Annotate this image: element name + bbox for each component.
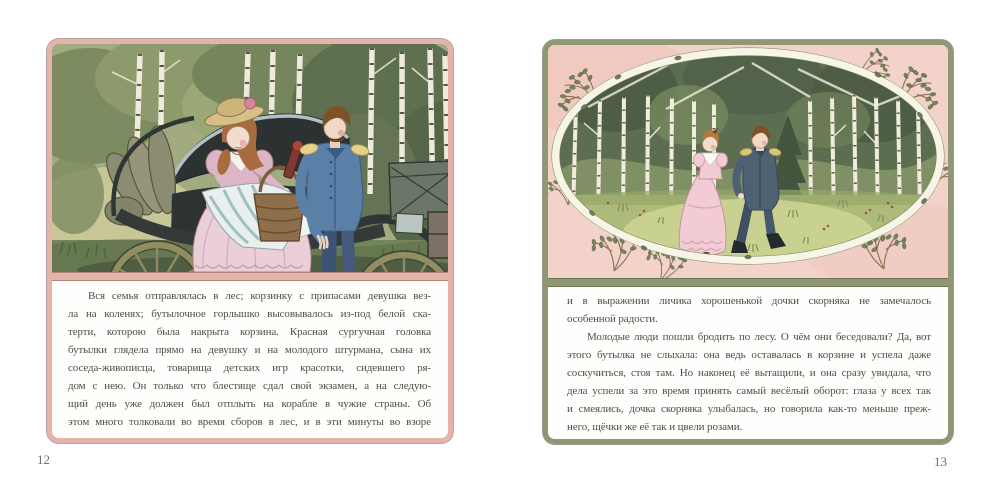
text-line: ла на коленях; бутылочное горлышко высовывалось из-под белой ска-: [68, 308, 431, 320]
right-page-text: [548, 287, 948, 439]
text-line: дела успели за это время принять самый весёлый оборот: глаза у всех так: [567, 385, 931, 397]
text-line: и в выражении личика хорошенькой дочки скорняка не замечалось: [567, 295, 931, 307]
text-line: бутылки глядела прямо на девушку и на молодого штурмана, сына их: [68, 344, 431, 356]
text-line: щий день уже должен был отплыть на корабле в чужие страны. Об: [68, 398, 431, 410]
text-line: него, щёчки же её так и цвели розами.: [567, 421, 743, 433]
text-line: терти, которою была накрыта корзина. Красная сургучная головка: [68, 326, 431, 338]
right-page: [543, 40, 953, 444]
text-line: этом много толковали во время сборов в лес, и в эти минуты во взоре: [68, 416, 431, 428]
woman-face: [227, 127, 250, 150]
text-line: этого бутылка не слыхала: она ведь оставалась в корзине и успела даже: [567, 349, 931, 361]
forest-oval-illustration: [548, 45, 948, 278]
text-line: соскучиться, стоя там. Но наконец её вытащили, и она сразу увидала, что: [567, 367, 931, 379]
carriage-illustration: [52, 44, 448, 272]
carriage-illustration-svg: [52, 44, 448, 272]
text-line: дом с нею. Он только что блестяще сдал свой экзамен, а на следую-: [68, 380, 431, 392]
text-line: особенной радости.: [567, 313, 658, 325]
left-page-text: [52, 281, 448, 438]
frame-divider: [52, 272, 448, 281]
left-page: [47, 39, 453, 443]
frame-divider: [548, 278, 948, 287]
text-line: Вся семья отправлялась в лес; корзинку с припасами девушка вез-: [88, 290, 431, 302]
text-line: и смеялись, дочка скорняка улыбалась, но говорила как-то меньше преж-: [567, 403, 931, 415]
text-line: Молодые люди пошли бродить по лесу. О чём они беседовали? Да, вот: [587, 331, 931, 343]
text-line: соседа-живописца, товарища детских игр красотки, сидевшего ря-: [68, 362, 431, 374]
page-number-right: 13: [934, 454, 947, 469]
page-number-left: 12: [37, 452, 50, 467]
forest-oval-illustration-svg: [548, 45, 948, 278]
